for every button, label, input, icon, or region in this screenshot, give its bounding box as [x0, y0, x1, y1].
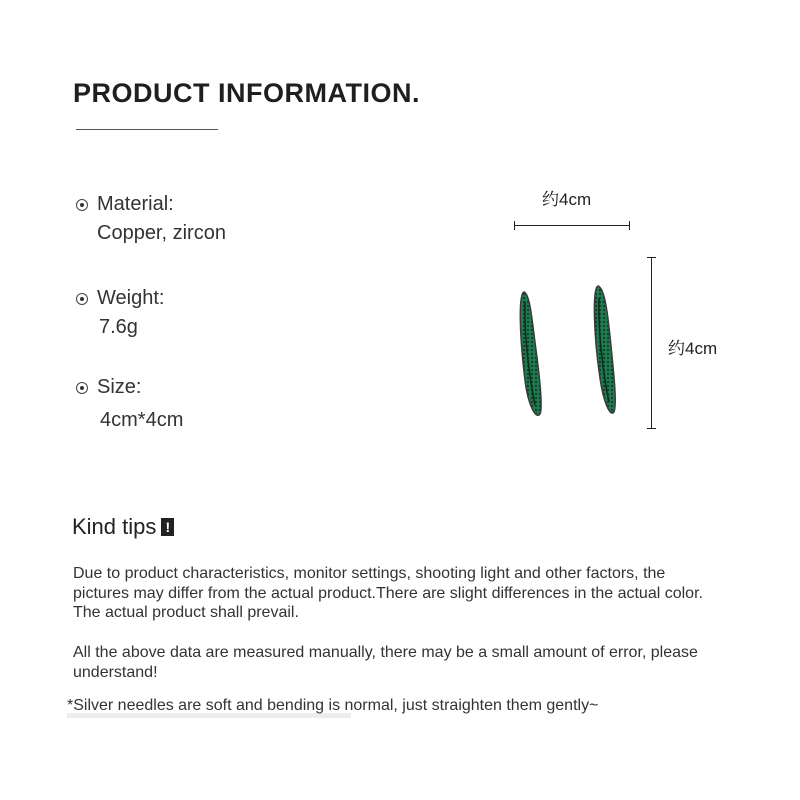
kind-tips-heading — [72, 514, 174, 540]
silver-needle-note: *Silver needles are soft and bending is normal, just straighten them gently~ — [67, 697, 599, 714]
height-dimension-label: 约4cm — [668, 339, 718, 358]
measurement-note-paragraph: All the above data are measured manually, there may be a small amount of error, please understand! — [73, 644, 698, 681]
bullet-icon — [76, 293, 88, 305]
spec-label: Material: — [97, 193, 174, 215]
width-dimension-tick — [629, 221, 630, 230]
spec-size — [76, 376, 183, 432]
spec-value: Copper, zircon — [97, 222, 226, 244]
disclaimer-paragraph: Due to product characteristics, monitor settings, shooting light and other factors, the pictures may differ from the actual product.There are slight differences in the actual color. The actual product shall prevail. — [73, 565, 703, 621]
page-title: PRODUCT INFORMATION. — [73, 78, 420, 108]
height-dimension-tick — [647, 428, 656, 429]
width-dimension-line — [514, 225, 630, 226]
kind-tips-title: Kind tips — [72, 514, 157, 539]
bullet-icon — [76, 382, 88, 394]
spec-label: Size: — [97, 376, 142, 398]
right-hoop — [594, 286, 615, 413]
width-dimension-label: 约4cm — [542, 190, 592, 209]
spec-weight — [76, 287, 164, 339]
title-underline — [76, 129, 218, 130]
height-dimension-line — [651, 257, 652, 429]
exclamation-icon: ! — [161, 518, 174, 536]
spec-material — [76, 193, 226, 245]
spec-value: 4cm*4cm — [100, 409, 184, 431]
spec-value: 7.6g — [99, 316, 138, 338]
height-dimension-tick — [647, 257, 656, 258]
spec-label: Weight: — [97, 287, 165, 309]
left-hoop — [520, 292, 541, 415]
hoop-earrings-image — [510, 280, 630, 420]
width-dimension-tick — [514, 221, 515, 230]
bullet-icon — [76, 199, 88, 211]
